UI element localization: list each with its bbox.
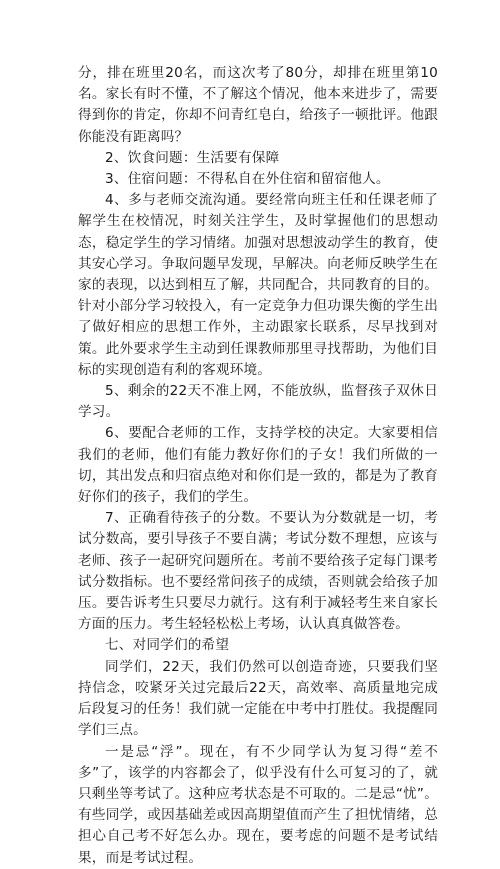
paragraph-continuation: 分，排在班里20名，而这次考了80分，却排在班里第10名。家长有时不懂，不了解这个情况，他本来进步了，需要得到你的肯定，你却不问青红皂白，给孩子一顿批评。他跟你能没有距离吗？ [78,65,438,145]
section-heading-7: 七、对同学们的希望 [105,637,230,654]
paragraph-students-intro: 同学们，22天，我们仍然可以创造奇迹，只要我们坚持信念，咬紧牙关过完最后22天，高效率、高质量地完成后段复习的任务！我们就一定能在中考中打胜仗。我提醒同学们三点。 [78,658,438,739]
paragraph-students-advice: 一是忌“浮”。现在，有不少同学认为复习得“差不多”了，该学的内容都会了，似乎没有什么可复习的了，就只剩坐等考试了。这种应考状态是不可取的。二是忌“忧”。有些同学，或因基础差或因高期望值而产生了担忧情绪，总担心自己考不好怎么办。现在，要考虑的问题不是考试结果，而是考试过程。 [78,743,438,866]
document-page [78,63,438,869]
paragraph-item-7: 7、正确看待孩子的分数。不要认为分数就是一切，考试分数高，要引导孩子不要自满；考试分数不理想，应该与老师、孩子一起研究问题所在。考前不要给孩子定每门课考试分数指标。也不要经常问孩子的成绩，否则就会给孩子加压。要告诉考生只要尽力就行。这有利于减轻考生来自家长方面的压力。考生轻轻松松上考场，认认真真做答卷。 [78,510,438,633]
paragraph-item-2: 2、饮食问题：生活要有保障 [105,149,280,166]
paragraph-item-6: 6、要配合老师的工作，支持学校的决定。大家要相信我们的老师，他们有能力教好你们的子女！我们所做的一切，其出发点和归宿点绝对和你们是一致的，都是为了教育好你们的孩子，我们的学生。 [78,425,438,506]
paragraph-item-4: 4、多与老师交流沟通。要经常向班主任和任课老师了解学生在校情况，时刻关注学生，及时掌握他们的思想动态，稳定学生的学习情绪。加强对思想波动学生的教育，使其安心学习。争取问题早发现，早解决。向老师反映学生在家的表现，以达到相互了解，共同配合，共同教育的目的。针对小部分学习较投入，有一定竞争力但功课失衡的学生出了做好相应的思想工作外，主动跟家长联系，尽早找到对策。此外要求学生主动到任课教师那里寻找帮助，为他们目标的实现创造有利的客观环境。 [78,192,438,378]
paragraph-item-3: 3、住宿问题：不得私自在外住宿和留宿他人。 [105,171,390,188]
paragraph-item-5: 5、剩余的22天不准上网，不能放纵，监督孩子双休日学习。 [78,383,438,421]
